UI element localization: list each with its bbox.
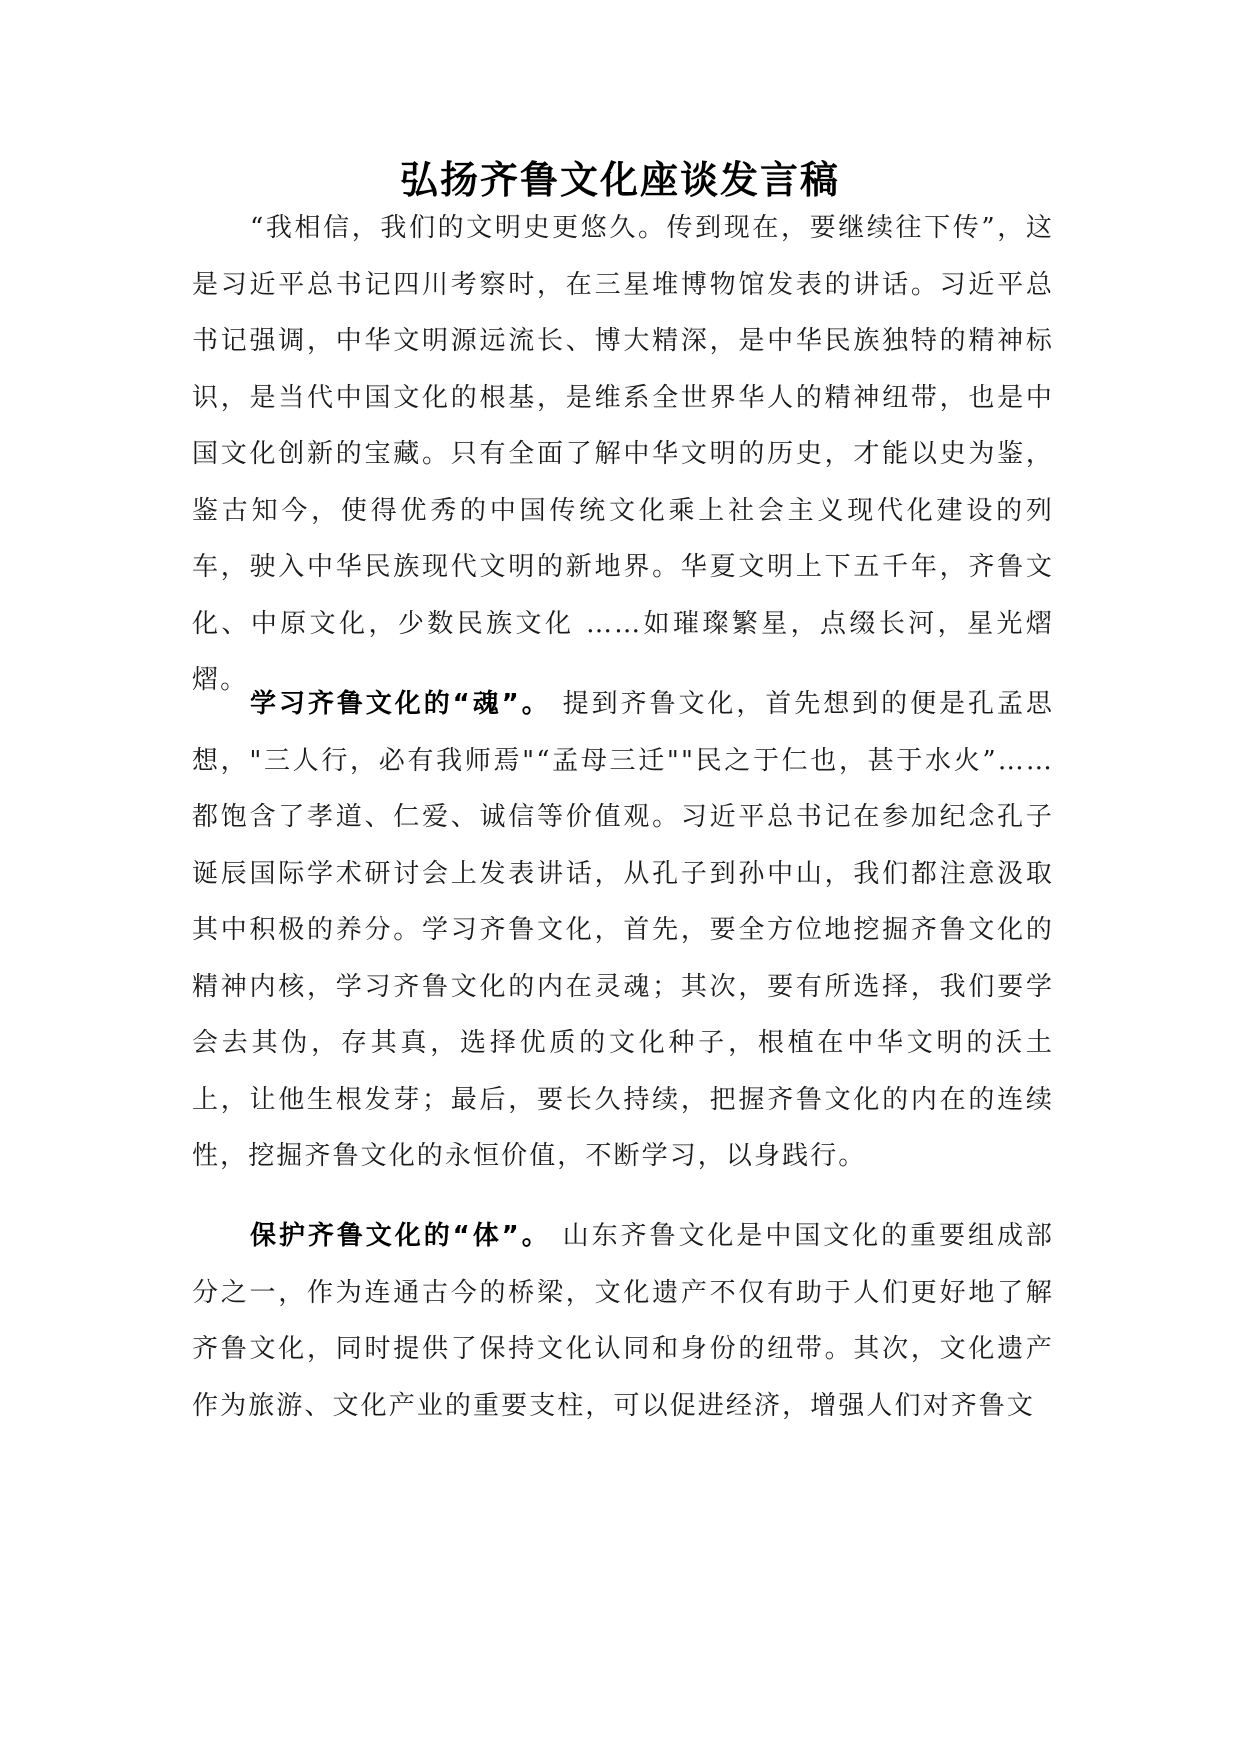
paragraph-soul: [192, 676, 1054, 1185]
paragraph-text: 山东齐鲁文化是中国文化的重要组成部分之一，作为连通古今的桥梁，文化遗产不仅有助于人们更好地了解齐鲁文化，同时提供了保持文化认同和身份的纽带。其次，文化遗产作为旅游、文化产业的重要支柱，可以促进经济，增强人们对齐鲁文: [192, 1221, 1054, 1421]
paragraph-intro: [192, 200, 1054, 709]
paragraph-text: 提到齐鲁文化，首先想到的便是孔孟思想，"三人行，必有我师焉"“孟母三迁""民之于仁也，甚于水火”……都饱含了孝道、仁爱、诚信等价值观。习近平总书记在参加纪念孔子诞辰国际学术研讨会上发表讲话，从孔子到孙中山，我们都注意汲取其中积极的养分。学习齐鲁文化，首先，要全方位地挖掘齐鲁文化的精神内核，学习齐鲁文化的内在灵魂；其次，要有所选择，我们要学会去其伪，存其真，选择优质的文化种子，根植在中华文明的沃土上，让他生根发芽；最后，要长久持续，把握齐鲁文化的内在的连续性，挖掘齐鲁文化的永恒价值，不断学习，以身践行。: [192, 689, 1054, 1171]
page-title: 弘扬齐鲁文化座谈发言稿: [399, 158, 840, 202]
paragraph-heading: 保护齐鲁文化的“体”。: [250, 1221, 551, 1251]
paragraph-heading: 学习齐鲁文化的“魂”。: [250, 689, 551, 719]
paragraph-body: [192, 1208, 1054, 1434]
paragraph-text: “我相信，我们的文明史更悠久。传到现在，要继续往下传”，这是习近平总书记四川考察时，在三星堆博物馆发表的讲话。习近平总书记强调，中华文明源远流长、博大精深，是中华民族独特的精神标识，是当代中国文化的根基，是维系全世界华人的精神纽带，也是中国文化创新的宝藏。只有全面了解中华文明的历史，才能以史为鉴，鉴古知今，使得优秀的中国传统文化乘上社会主义现代化建设的列车，驶入中华民族现代文明的新地界。华夏文明上下五千年，齐鲁文化、中原文化，少数民族文化 ……如璀璨繁星，点缀长河，星光熠熠。: [192, 213, 1054, 695]
